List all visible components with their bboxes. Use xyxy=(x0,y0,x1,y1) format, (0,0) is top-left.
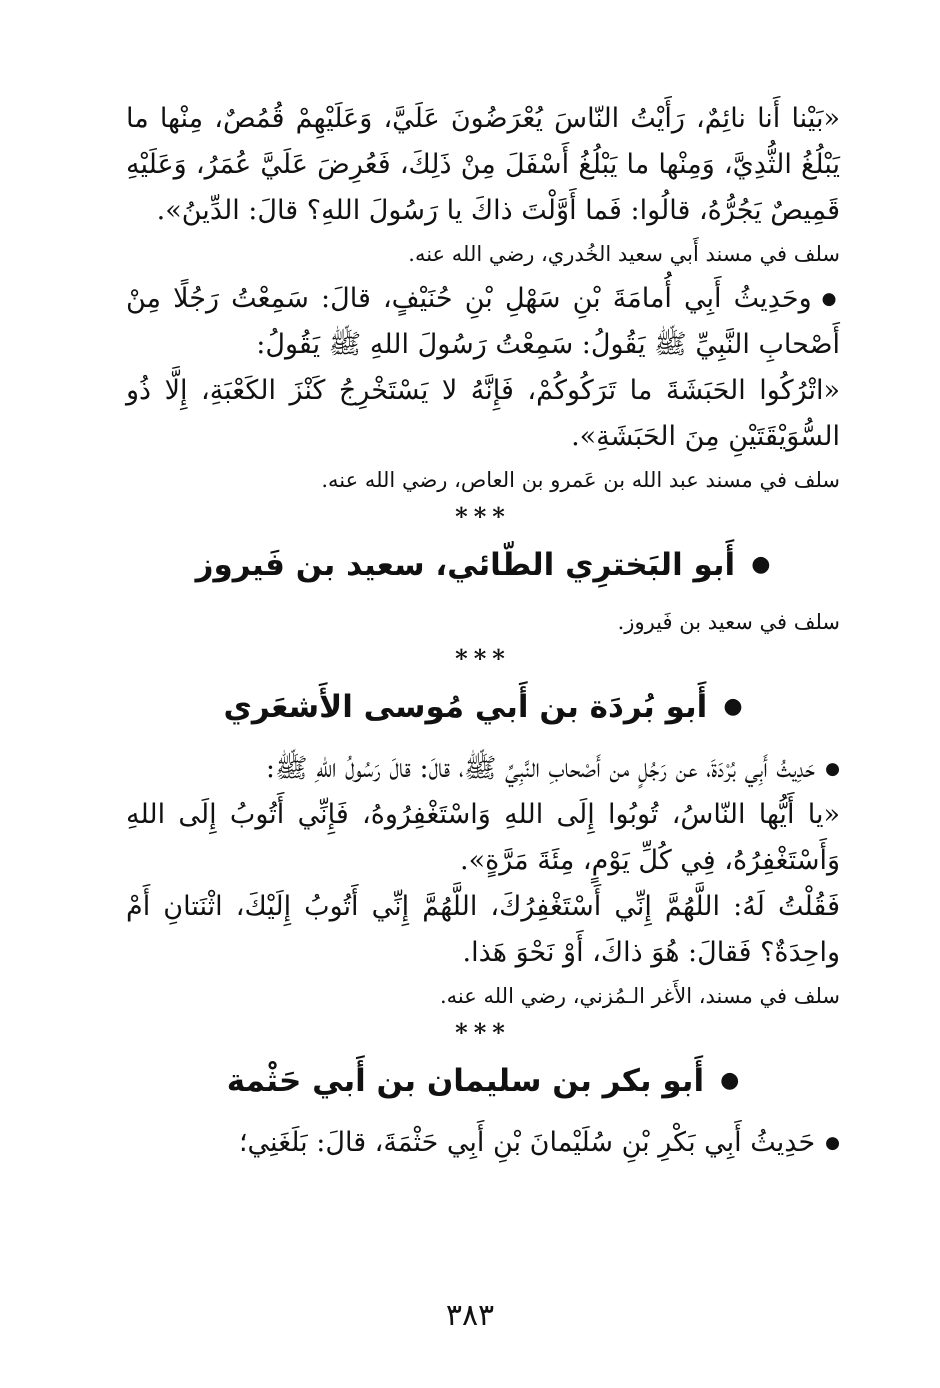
bullet-icon: ● xyxy=(723,694,743,719)
source-note-1: سلف في مسند أَبي سعيد الخُدري، رضي الله عنه. xyxy=(408,242,840,266)
section-heading-1-text: أَبو البَخترِي الطّائي، سعيد بن فَيروز xyxy=(195,547,736,583)
bullet-icon: ● xyxy=(720,1068,740,1093)
hadith-intro-2: ● وحَدِيثُ أَبِي أُمامَةَ بْنِ سَهْلِ بْنِ حُنَيْفٍ، قالَ: سَمِعْتُ رَجُلًا مِنْ أَصْحابِ النَّبِيِّ ﷺ يَقُولُ: سَمِعْتُ رَسُولَ اللهِ ﷺ يَقُولُ: xyxy=(126,276,840,368)
section-separator-2: *** xyxy=(455,644,511,673)
hadith-text-4: فَقُلْتُ لَهُ: اللَّهُمَّ إِنِّي أَسْتَغْفِرُكَ، اللَّهُمَّ إِنِّي أَتُوبُ إِلَيْكَ، اثْنَتانِ أَمْ واحِدَةٌ؟ فَقالَ: هُوَ ذاكَ، أَوْ نَحْوَ هَذا. xyxy=(126,891,840,968)
section-heading-3 xyxy=(126,1056,840,1106)
source-note-3: سلف في سعيد بن فَيروز. xyxy=(617,610,840,634)
section-heading-3-text: أَبو بكر بن سليمان بن أَبي حَثْمة xyxy=(226,1063,705,1099)
section-heading-2 xyxy=(126,682,840,732)
source-note-2: سلف في مسند عبد الله بن عَمرو بن العاص، رضي الله عنه. xyxy=(321,468,840,492)
hadith-intro-4: ● حَدِيثُ أَبِي بَكْرِ بْنِ سُلَيْمانَ بْنِ أَبِي حَثْمَةَ، قالَ: بَلَغَنِي؛ xyxy=(126,1120,840,1166)
hadith-intro-3: ● حَدِيثُ أَبِي بُرْدَةَ، عن رَجُلٍ من أَصْحابِ النَّبِيِّ ﷺ، قالَ: قالَ رَسُولُ اللهِ ﷺ: xyxy=(126,746,840,792)
hadith-text-1: «بَيْنا أَنا نائِمٌ، رَأَيْتُ النّاسَ يُعْرَضُونَ عَلَيَّ، وَعَلَيْهِمْ قُمُصٌ، مِنْها ما يَبْلُغُ الثُّدِيَّ، وَمِنْها ما يَبْلُغُ أَسْفَلَ مِنْ ذَلِكَ، فَعُرِضَ عَلَيَّ عُمَرُ، وَعَلَيْهِ قَمِيصٌ يَجُرُّهُ، قالُوا: فَما أَوَّلْتَ ذاكَ يا رَسُولَ اللهِ؟ قالَ: الدِّينُ». xyxy=(126,103,840,226)
hadith-text-2: «اتْرُكُوا الحَبَشَةَ ما تَرَكُوكُمْ، فَإِنَّهُ لا يَسْتَخْرِجُ كَنْزَ الكَعْبَةِ، إِلَّا ذُو السُّوَيْقَتَيْنِ مِنَ الحَبَشَةِ». xyxy=(126,375,840,452)
section-separator-1: *** xyxy=(455,502,511,531)
section-heading-1 xyxy=(126,540,840,590)
section-heading-2-text: أَبو بُردَة بن أَبي مُوسى الأَشعَري xyxy=(223,689,708,725)
hadith-text-3: «يا أَيُّها النّاسُ، تُوبُوا إِلَى اللهِ وَاسْتَغْفِرُوهُ، فَإِنِّي أَتُوبُ إِلَى اللهِ وَأَسْتَغْفِرُهُ، فِي كُلِّ يَوْمٍ، مِئَةَ مَرَّةٍ». xyxy=(126,799,840,876)
page-number: ٣٨٣ xyxy=(445,1298,495,1333)
bullet-icon: ● xyxy=(751,552,771,577)
source-note-4: سلف في مسند، الأَغر الـمُزني، رضي الله عنه. xyxy=(439,984,840,1008)
section-separator-3: *** xyxy=(455,1018,511,1047)
